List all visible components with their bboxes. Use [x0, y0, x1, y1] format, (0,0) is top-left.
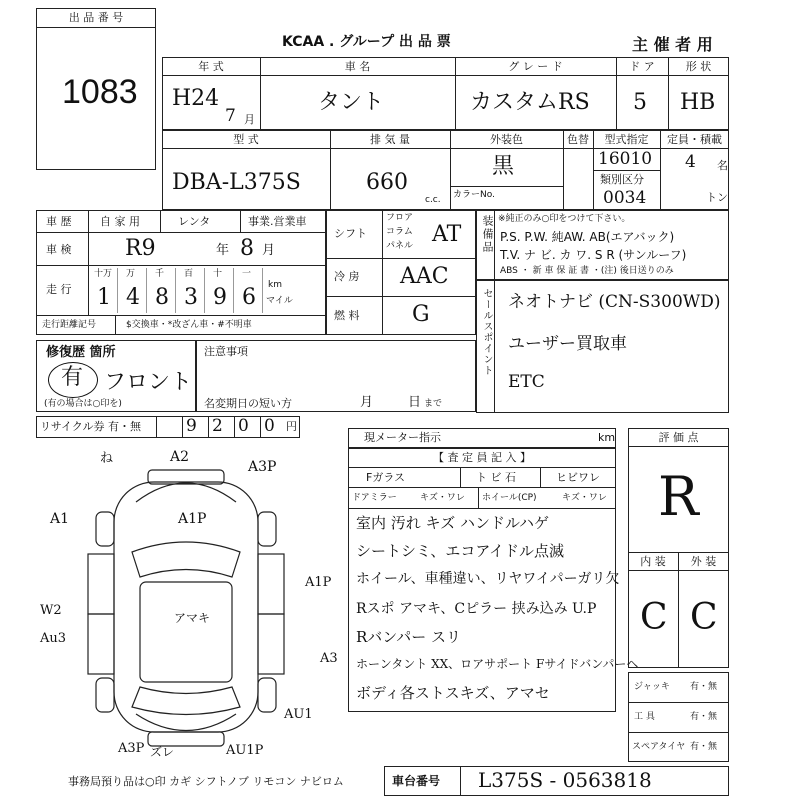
- history-table: [36, 210, 326, 335]
- remark-line: シートシミ、エコアイドル点滅: [356, 542, 565, 560]
- inspection-era: R9: [125, 236, 156, 261]
- door-mirror-value: キズ・ワレ: [420, 493, 465, 503]
- remark-line: ボディ各ストスキズ、アマセ: [356, 684, 550, 702]
- recycle-digit: 2: [212, 416, 223, 436]
- damage-mark: ズレ: [150, 745, 175, 759]
- organizer-copy: 主 催 者 用: [632, 35, 713, 54]
- door-right-front: [258, 554, 284, 614]
- sales-point: ネオトナビ (CN-S300WD): [508, 292, 721, 312]
- mileage-digit: 9: [213, 285, 227, 310]
- digit-label: 十: [213, 269, 223, 279]
- chassis-label: 車台番号: [392, 774, 441, 788]
- model-month: 7: [225, 106, 236, 126]
- mileage-note-label: 走行距離記号: [42, 320, 97, 330]
- mileage-digit: 4: [126, 285, 140, 310]
- damage-mark: A2: [170, 449, 190, 465]
- spare-tire-label: スペアタイヤ: [632, 742, 686, 752]
- equipment-note: ※純正のみ○印をつけて下さい。: [498, 214, 631, 224]
- caution-until: まで: [424, 399, 443, 409]
- car-name-label: 車 名: [344, 60, 371, 73]
- damage-mark: アマキ: [174, 611, 211, 625]
- remark-line: Rスポ アマキ、Cピラー 挟み込み U.P: [356, 601, 597, 617]
- interior-grade: C: [640, 597, 668, 638]
- digit-label: 千: [155, 269, 165, 279]
- km-unit: km: [268, 280, 282, 290]
- caution-day: 日: [408, 395, 422, 410]
- name-change-label: 名変期日の短い方: [204, 397, 292, 410]
- meter-km: km: [598, 431, 616, 444]
- wheel-right-front: [258, 512, 276, 546]
- sales-point: ユーザー買取車: [508, 334, 627, 354]
- wheel-left-rear: [96, 678, 114, 712]
- sales-points-label: セールスポイント: [481, 288, 492, 376]
- mileage-note: $交換車・*改ざん車・#不明車: [126, 320, 252, 330]
- fuel-value: G: [412, 302, 430, 327]
- meter-label: 現メーター指示: [364, 431, 441, 444]
- body-shape: HB: [680, 90, 716, 115]
- caution-month: 月: [360, 395, 374, 410]
- stone-chip-label: ト ビ 石: [476, 471, 516, 484]
- sales-point: ETC: [508, 372, 545, 392]
- car-diagram: [36, 442, 336, 772]
- caution-label: 注意事項: [204, 345, 248, 358]
- door-mirror-label: ドアミラー: [352, 493, 397, 503]
- displacement: 660: [366, 170, 408, 195]
- door-left-rear: [88, 614, 114, 674]
- office-items: 事務局預り品は○印 カギ シフトノブ リモコン ナビロム: [68, 775, 344, 788]
- remark-line: Rバンパー スリ: [356, 628, 462, 646]
- wheel-value: キズ・ワレ: [562, 493, 607, 503]
- recycle-label: リサイクル券 有・無: [40, 420, 141, 433]
- overall-grade: R: [658, 465, 699, 528]
- model-year: H24: [172, 86, 220, 111]
- damage-mark: A1P: [178, 511, 207, 527]
- equipment-line-1: P.S. P.W. 純AW. AB(エアバック): [500, 230, 675, 244]
- inspection-month-unit: 月: [262, 243, 276, 258]
- lot-label: 出 品 番 号: [68, 11, 124, 24]
- wheel-left-front: [96, 512, 114, 546]
- damage-mark: A3: [320, 651, 338, 666]
- damage-mark: AU1: [284, 707, 313, 722]
- mileage-digit: 3: [184, 285, 198, 310]
- shift-column: コラム: [386, 227, 413, 237]
- mileage-digit: 8: [155, 285, 169, 310]
- tools-value: 有・無: [690, 712, 718, 722]
- grade-label: グ レ ー ド: [508, 60, 563, 73]
- lot-number: 1083: [62, 73, 138, 111]
- windshield: [132, 542, 240, 577]
- model-code-label: 型 式: [233, 133, 259, 146]
- inspector-title: 【 査 定 員 記 入 】: [433, 451, 531, 464]
- remark-line: ホイール、車種違い、リヤワイパーガリ欠: [356, 571, 620, 587]
- rental-use: レンタ: [178, 215, 211, 228]
- group-title: KCAA . グループ 出 品 票: [282, 34, 451, 50]
- ac-label: 冷 房: [334, 270, 360, 283]
- recycle-yen: 円: [286, 420, 297, 433]
- trunk: [136, 714, 236, 731]
- digit-label: 万: [126, 269, 136, 279]
- car-name: タント: [318, 90, 385, 115]
- repair-note: (有の場合は○印を): [44, 399, 122, 409]
- equipment-side-label: 装備品: [481, 215, 494, 254]
- shift-label: シフト: [334, 227, 367, 240]
- mileage-digit: 6: [242, 285, 256, 310]
- equipment-line-2: T.V. ナ ビ. カ ワ. S R (サンルーフ): [500, 248, 687, 262]
- grade-value: カスタムRS: [470, 90, 590, 115]
- repair-label: 修復歴 箇所: [46, 345, 116, 360]
- shape-label: 形 状: [685, 60, 712, 73]
- doors-label: ド ア: [629, 60, 655, 73]
- roof: [140, 582, 232, 682]
- capacity-label: 定員・積載: [667, 133, 722, 146]
- equipment-line-3: ABS ・ 新 車 保 証 書 ・(注) 後日送りのみ: [500, 266, 674, 276]
- damage-mark: Au3: [40, 631, 67, 646]
- color-label: 外装色: [490, 133, 523, 146]
- repair-has: 有: [61, 365, 84, 390]
- mile-unit: マイル: [266, 296, 293, 306]
- jack-label: ジャッキ: [634, 682, 670, 692]
- remark-line: ホーンタント XX、ロアサポート Fサイドバンパーヘ: [356, 657, 639, 671]
- designation-label: 型式指定: [604, 133, 649, 146]
- spare-tire-value: 有・無: [690, 742, 718, 752]
- year-label: 年 式: [198, 60, 224, 73]
- wheel-right-rear: [258, 678, 276, 712]
- grade-label: 評 価 点: [658, 431, 699, 444]
- interior-label: 内 装: [640, 555, 666, 568]
- damage-mark: A3P: [118, 741, 145, 756]
- color-change-label: 色替: [567, 133, 589, 146]
- capacity-value: 4: [685, 152, 696, 172]
- crack-label: ヒビワレ: [556, 471, 600, 484]
- damage-mark: A3P: [248, 459, 277, 475]
- tools-label: 工 具: [634, 712, 655, 722]
- door-right-rear: [258, 614, 284, 674]
- inspection-month: 8: [240, 236, 254, 261]
- exterior-label: 外 装: [690, 555, 717, 568]
- cc-unit: c.c.: [425, 195, 441, 205]
- door-count: 5: [633, 90, 647, 115]
- rear-bumper: [148, 732, 224, 746]
- wheel-label: ホイール(CP): [482, 493, 537, 503]
- category-label: 類別区分: [600, 173, 644, 186]
- chassis-number: L375S - 0563818: [478, 768, 652, 792]
- shift-floor: フロア: [386, 213, 414, 223]
- damage-mark: W2: [40, 603, 62, 618]
- remark-line: 室内 汚れ キズ ハンドルハゲ: [356, 514, 549, 532]
- recycle-digit: 0: [264, 416, 275, 436]
- door-left-front: [88, 554, 114, 614]
- displacement-label: 排 気 量: [370, 133, 410, 146]
- exterior-grade: C: [690, 597, 718, 638]
- hood: [136, 483, 236, 502]
- damage-mark: A1P: [305, 575, 332, 590]
- mileage-label: 走 行: [46, 283, 72, 296]
- recycle-digit: 9: [186, 416, 197, 436]
- damage-mark: AU1P: [226, 743, 264, 758]
- mileage-digit: 1: [97, 285, 111, 310]
- jack-value: 有・無: [690, 682, 718, 692]
- category-number: 0034: [603, 188, 647, 208]
- ac-value: AAC: [400, 264, 449, 289]
- capacity-unit: 名: [717, 159, 728, 172]
- shift-value: AT: [432, 222, 462, 247]
- history-label: 車 歴: [46, 215, 72, 228]
- rear-window: [132, 687, 240, 715]
- damage-mark: ね: [100, 451, 114, 466]
- designation-number: 16010: [598, 149, 653, 169]
- private-use: 自 家 用: [100, 215, 140, 228]
- digit-label: 百: [184, 269, 194, 279]
- damage-mark: A1: [50, 511, 70, 527]
- repair-location: フロント: [104, 370, 193, 395]
- ton-unit: トン: [706, 191, 728, 204]
- inspection-label: 車 検: [46, 243, 72, 256]
- front-glass-label: Fガラス: [366, 471, 405, 484]
- color-number-label: カラーNo.: [453, 190, 495, 200]
- inspection-year-unit: 年: [216, 243, 230, 258]
- month-unit: 月: [244, 113, 255, 126]
- business-use: 事業.営業車: [248, 215, 307, 228]
- color-value: 黒: [492, 154, 515, 179]
- model-code: DBA-L375S: [172, 170, 301, 195]
- digit-label: 十万: [94, 269, 113, 279]
- fuel-label: 燃 料: [334, 309, 360, 322]
- shift-panel: パネル: [386, 241, 414, 251]
- digit-label: 一: [242, 269, 252, 279]
- recycle-digit: 0: [238, 416, 249, 436]
